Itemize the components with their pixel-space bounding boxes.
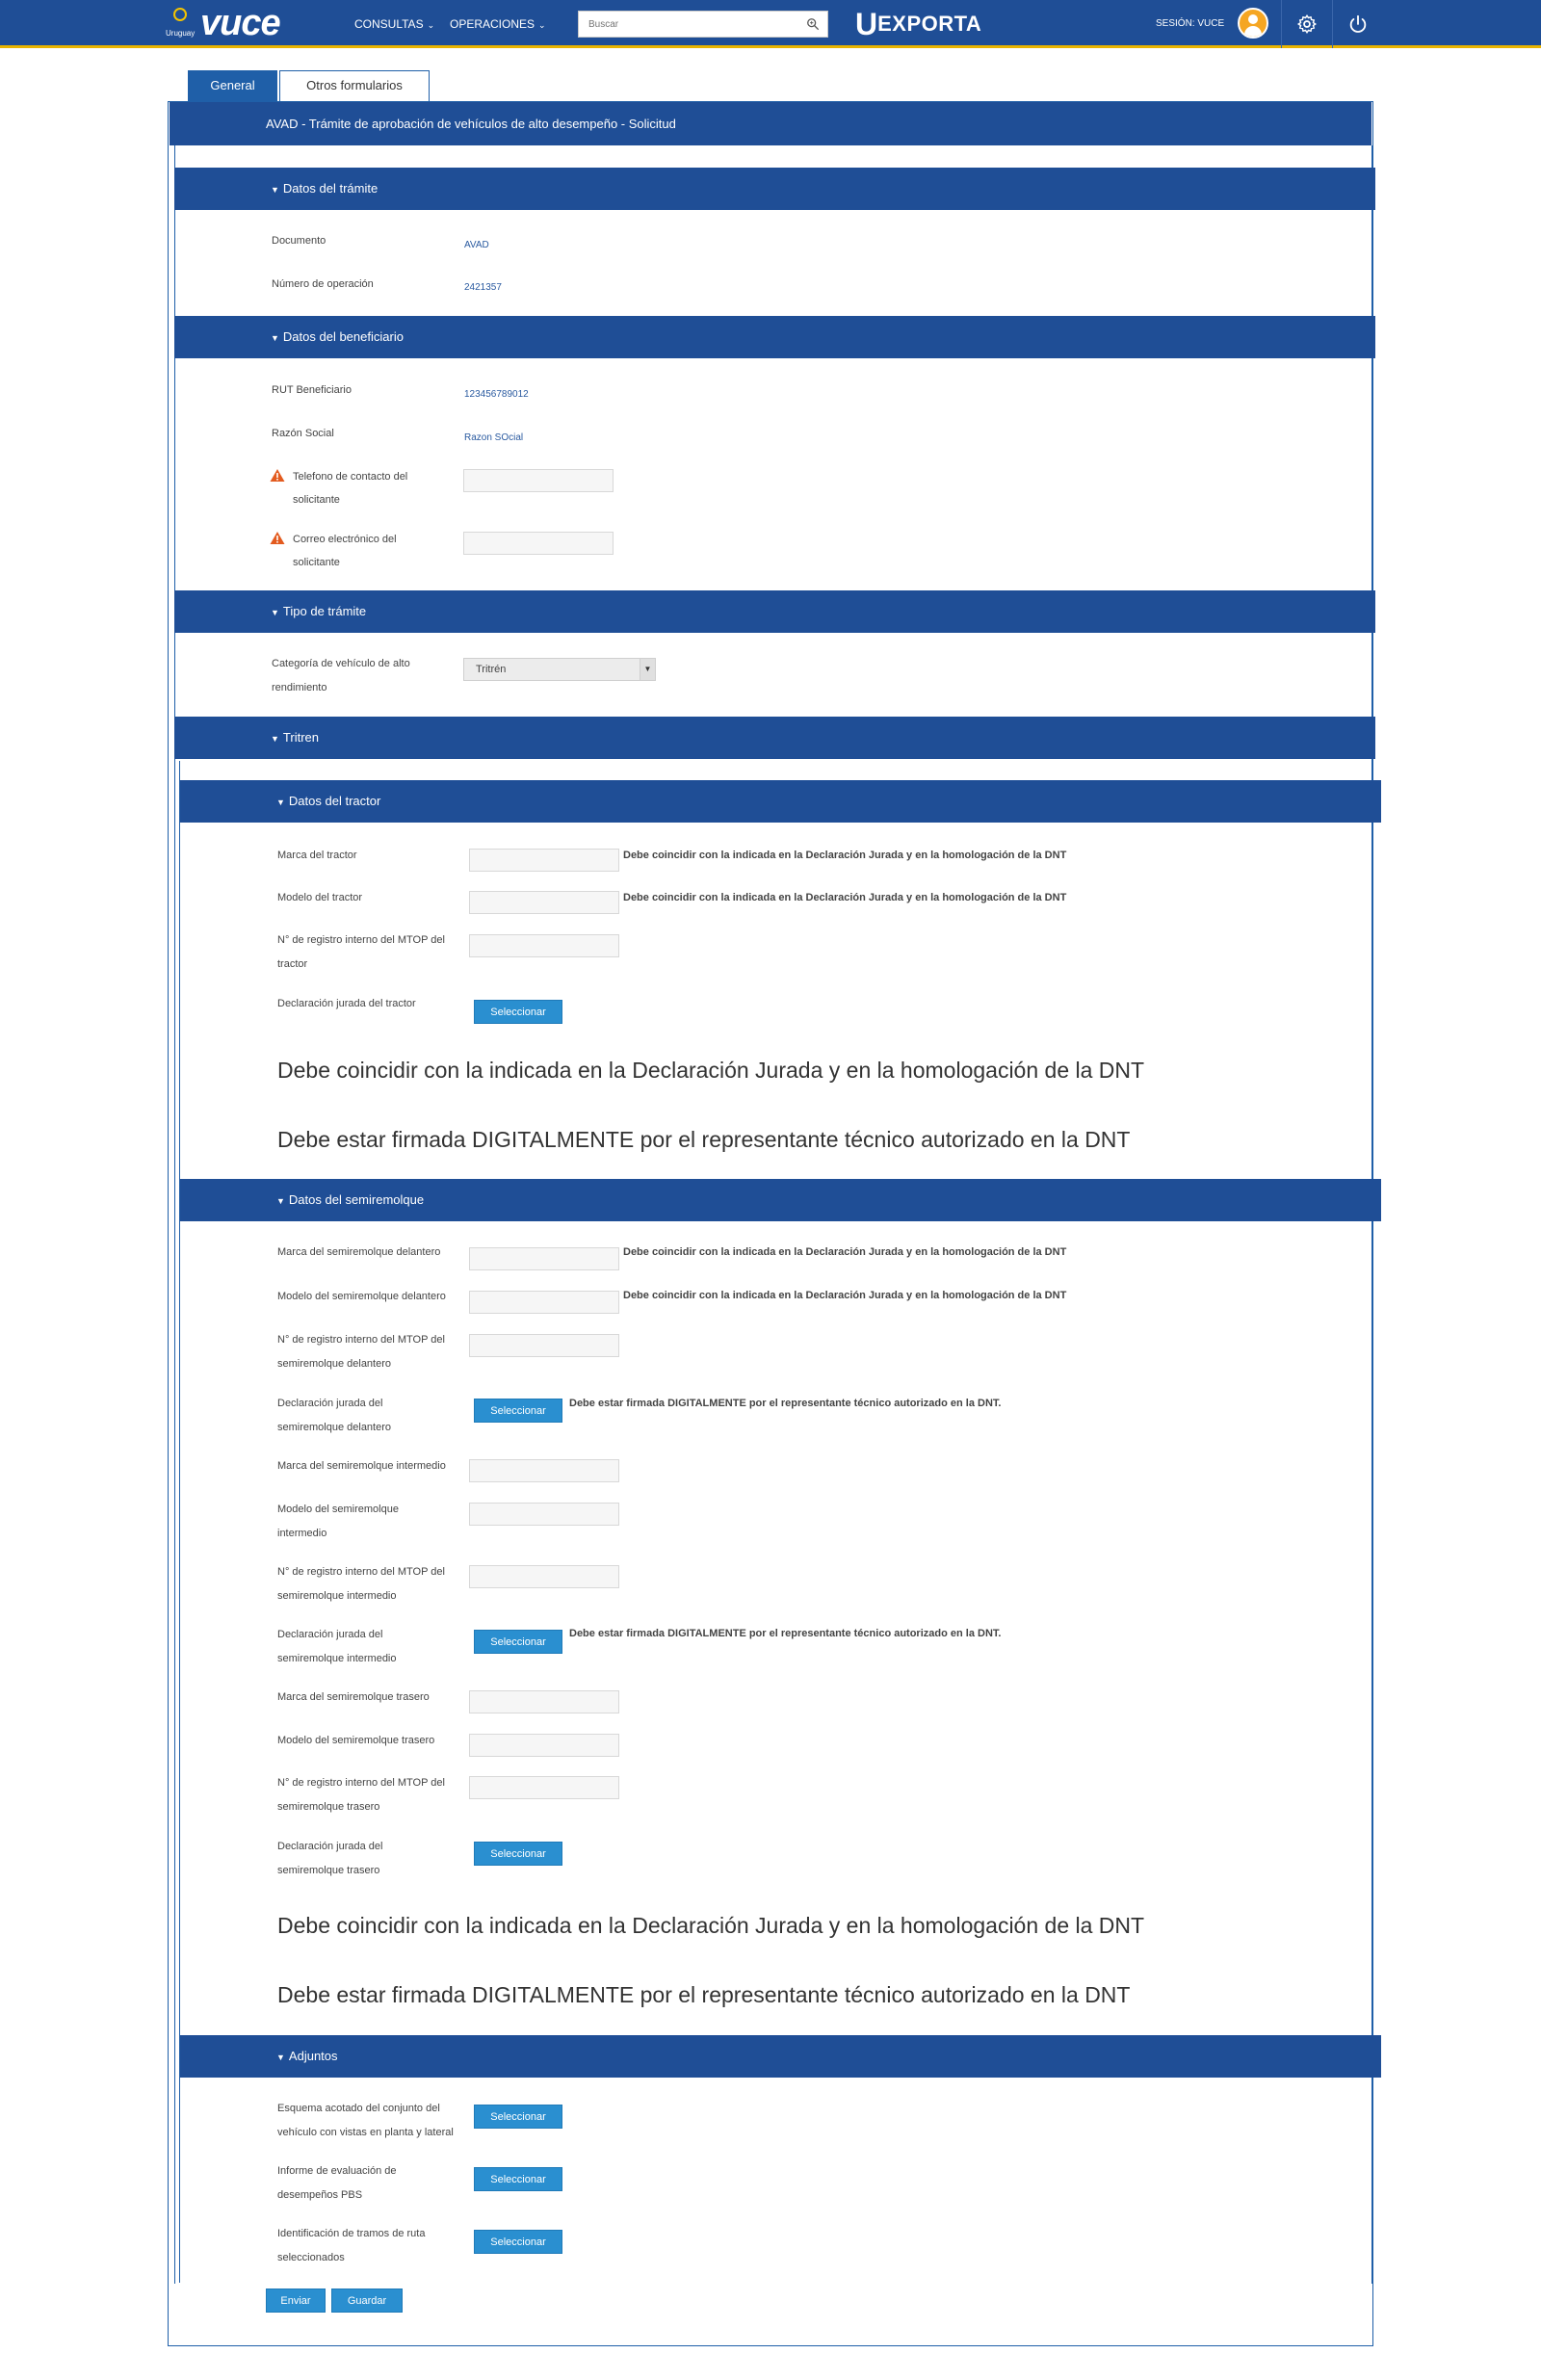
logo-country: Uruguay xyxy=(166,29,196,38)
session-label: SESIÓN: VUCE xyxy=(1156,18,1225,29)
registro-intermedio-label-line2: semiremolque intermedio xyxy=(277,1590,397,1602)
documento-label: Documento xyxy=(272,235,326,247)
tab-otros-formularios[interactable]: Otros formularios xyxy=(279,70,430,101)
marca-tractor-hint: Debe coincidir con la indicada en la Declaración Jurada y en la homologación de la DNT xyxy=(623,850,1067,861)
seleccionar-declaracion-intermedio-button[interactable]: Seleccionar xyxy=(474,1630,562,1654)
settings-button[interactable] xyxy=(1282,0,1332,48)
modelo-trasero-input[interactable] xyxy=(469,1734,619,1757)
caret-down-icon: ▼ xyxy=(276,1196,285,1206)
caret-down-icon: ▼ xyxy=(271,333,279,343)
uexporta-logo-u: U xyxy=(855,7,878,41)
tab-general[interactable]: General xyxy=(188,70,277,101)
declaracion-trasero-label: Declaración jurada del xyxy=(277,1841,383,1852)
marca-delantero-label: Marca del semiremolque delantero xyxy=(277,1246,441,1258)
section-tipo-tramite[interactable] xyxy=(174,590,1375,633)
gear-icon xyxy=(1296,13,1318,35)
razon-social-label: Razón Social xyxy=(272,428,334,439)
search-icon[interactable] xyxy=(806,17,820,31)
marca-trasero-input[interactable] xyxy=(469,1690,619,1713)
section-title: Tritren xyxy=(282,730,319,745)
logo-wordmark: vuce xyxy=(200,3,280,43)
correo-input[interactable] xyxy=(463,532,614,555)
caret-down-icon: ▼ xyxy=(276,2053,285,2062)
registro-intermedio-label: N° de registro interno del MTOP del xyxy=(277,1566,445,1578)
declaracion-intermedio-hint: Debe estar firmada DIGITALMENTE por el representante técnico autorizado en la DNT. xyxy=(569,1628,1002,1639)
modelo-trasero-label: Modelo del semiremolque trasero xyxy=(277,1735,435,1746)
telefono-label: Telefono de contacto del xyxy=(293,471,408,483)
warning-icon xyxy=(270,468,285,483)
seleccionar-declaracion-delantero-button[interactable]: Seleccionar xyxy=(474,1399,562,1423)
nav-operaciones-label: OPERACIONES xyxy=(450,17,535,31)
form-container xyxy=(168,101,1373,2346)
declaracion-delantero-label: Declaración jurada del xyxy=(277,1398,383,1409)
informe-label: Informe de evaluación de xyxy=(277,2165,397,2177)
modelo-delantero-hint: Debe coincidir con la indicada en la Declaración Jurada y en la homologación de la DNT xyxy=(623,1290,1067,1301)
enviar-button[interactable]: Enviar xyxy=(266,2288,326,2313)
caret-down-icon: ▼ xyxy=(276,798,285,807)
nav-consultas[interactable] xyxy=(354,17,434,31)
declaracion-tractor-label: Declaración jurada del tractor xyxy=(277,998,416,1009)
marca-intermedio-input[interactable] xyxy=(469,1459,619,1482)
modelo-tractor-hint: Debe coincidir con la indicada en la Declaración Jurada y en la homologación de la DNT xyxy=(623,892,1067,903)
seleccionar-tramos-button[interactable]: Seleccionar xyxy=(474,2230,562,2254)
rut-label: RUT Beneficiario xyxy=(272,384,352,396)
seleccionar-declaracion-tractor-button[interactable]: Seleccionar xyxy=(474,1000,562,1024)
registro-trasero-input[interactable] xyxy=(469,1776,619,1799)
section-tritren[interactable] xyxy=(174,717,1375,759)
caret-down-icon: ▼ xyxy=(271,185,279,195)
section-adjuntos[interactable] xyxy=(180,2035,1381,2078)
registro-delantero-input[interactable] xyxy=(469,1334,619,1357)
chevron-down-icon: ⌄ xyxy=(427,20,435,30)
marca-tractor-label: Marca del tractor xyxy=(277,850,357,861)
correo-label-line2: solicitante xyxy=(293,557,340,568)
caret-down-icon: ▼ xyxy=(271,734,279,744)
uexporta-logo[interactable] xyxy=(855,8,981,40)
uexporta-logo-text: EXPORTA xyxy=(877,12,982,36)
seleccionar-informe-button[interactable]: Seleccionar xyxy=(474,2167,562,2191)
telefono-input[interactable] xyxy=(463,469,614,492)
documento-value: AVAD xyxy=(464,240,489,250)
numero-operacion-value: 2421357 xyxy=(464,282,502,293)
numero-operacion-label: Número de operación xyxy=(272,278,374,290)
section-title: Adjuntos xyxy=(288,2049,338,2063)
declaracion-trasero-label-line2: semiremolque trasero xyxy=(277,1865,380,1876)
declaracion-delantero-hint: Debe estar firmada DIGITALMENTE por el representante técnico autorizado en la DNT. xyxy=(569,1398,1002,1409)
note-firmada: Debe estar firmada DIGITALMENTE por el representante técnico autorizado en la DNT xyxy=(277,1982,1131,2007)
note-coincidir: Debe coincidir con la indicada en la Declaración Jurada y en la homologación de la DNT xyxy=(277,1058,1145,1083)
section-title: Datos del beneficiario xyxy=(282,329,404,344)
avatar-body xyxy=(1244,26,1262,39)
section-title: Datos del tractor xyxy=(288,794,381,808)
note-firmada: Debe estar firmada DIGITALMENTE por el representante técnico autorizado en la DNT xyxy=(277,1127,1131,1152)
dropdown-arrow-icon: ▼ xyxy=(640,659,655,680)
categoria-label-line2: rendimiento xyxy=(272,682,327,693)
registro-intermedio-input[interactable] xyxy=(469,1565,619,1588)
marca-intermedio-label: Marca del semiremolque intermedio xyxy=(277,1460,446,1472)
chevron-down-icon: ⌄ xyxy=(538,20,546,30)
registro-delantero-label-line2: semiremolque delantero xyxy=(277,1358,392,1370)
nav-operaciones[interactable] xyxy=(450,17,546,31)
avatar-head xyxy=(1248,14,1258,24)
section-title: Tipo de trámite xyxy=(282,604,367,618)
guardar-button[interactable]: Guardar xyxy=(331,2288,403,2313)
logout-button[interactable] xyxy=(1333,0,1383,48)
telefono-label-line2: solicitante xyxy=(293,494,340,506)
section-title: Datos del semiremolque xyxy=(288,1192,425,1207)
section-title: Datos del trámite xyxy=(282,181,379,196)
declaracion-intermedio-label-line2: semiremolque intermedio xyxy=(277,1653,397,1664)
top-navigation-bar xyxy=(0,0,1541,48)
informe-label-line2: desempeños PBS xyxy=(277,2189,363,2201)
section-datos-tramite[interactable] xyxy=(174,168,1375,210)
categoria-select[interactable] xyxy=(463,658,656,681)
section-datos-semiremolque[interactable] xyxy=(180,1179,1381,1221)
registro-tractor-label-line2: tractor xyxy=(277,958,308,970)
nesting-line xyxy=(174,145,175,2284)
search-input[interactable] xyxy=(579,12,791,37)
caret-down-icon: ▼ xyxy=(271,608,279,617)
nav-consultas-label: CONSULTAS xyxy=(354,17,424,31)
tramos-label-line2: seleccionados xyxy=(277,2252,345,2263)
registro-trasero-label: N° de registro interno del MTOP del xyxy=(277,1777,445,1789)
rut-value: 123456789012 xyxy=(464,389,529,400)
modelo-tractor-label: Modelo del tractor xyxy=(277,892,363,903)
warning-icon xyxy=(270,531,285,545)
section-datos-beneficiario[interactable] xyxy=(174,316,1375,358)
modelo-intermedio-label-line2: intermedio xyxy=(277,1528,327,1539)
vuce-logo[interactable] xyxy=(166,2,310,44)
correo-label: Correo electrónico del xyxy=(293,534,397,545)
tramos-label: Identificación de tramos de ruta xyxy=(277,2228,426,2239)
esquema-label: Esquema acotado del conjunto del xyxy=(277,2103,440,2114)
modelo-intermedio-label: Modelo del semiremolque xyxy=(277,1504,399,1515)
modelo-intermedio-input[interactable] xyxy=(469,1503,619,1526)
marca-delantero-hint: Debe coincidir con la indicada en la Declaración Jurada y en la homologación de la DNT xyxy=(623,1246,1067,1258)
declaracion-delantero-label-line2: semiremolque delantero xyxy=(277,1422,392,1433)
razon-social-value: Razon SOcial xyxy=(464,432,524,443)
esquema-label-line2: vehículo con vistas en planta y lateral xyxy=(277,2127,454,2138)
modelo-delantero-input[interactable] xyxy=(469,1291,619,1314)
registro-tractor-input[interactable] xyxy=(469,934,619,957)
registro-tractor-label: N° de registro interno del MTOP del xyxy=(277,934,445,946)
marca-tractor-input[interactable] xyxy=(469,849,619,872)
modelo-delantero-label: Modelo del semiremolque delantero xyxy=(277,1291,446,1302)
form-title: AVAD - Trámite de aprobación de vehículos de alto desempeño - Solicitud xyxy=(170,102,1371,145)
marca-trasero-label: Marca del semiremolque trasero xyxy=(277,1691,430,1703)
registro-trasero-label-line2: semiremolque trasero xyxy=(277,1801,380,1813)
note-coincidir: Debe coincidir con la indicada en la Declaración Jurada y en la homologación de la DNT xyxy=(277,1913,1145,1938)
categoria-label: Categoría de vehículo de alto xyxy=(272,658,410,669)
section-datos-tractor[interactable] xyxy=(180,780,1381,823)
declaracion-intermedio-label: Declaración jurada del xyxy=(277,1629,383,1640)
seleccionar-declaracion-trasero-button[interactable]: Seleccionar xyxy=(474,1842,562,1866)
search-box xyxy=(578,11,828,38)
seleccionar-esquema-button[interactable]: Seleccionar xyxy=(474,2105,562,2129)
sun-emblem-icon xyxy=(173,8,187,21)
power-icon xyxy=(1347,13,1369,35)
modelo-tractor-input[interactable] xyxy=(469,891,619,914)
categoria-selected-value: Tritrén xyxy=(476,664,507,675)
registro-delantero-label: N° de registro interno del MTOP del xyxy=(277,1334,445,1346)
marca-delantero-input[interactable] xyxy=(469,1247,619,1270)
user-avatar-icon[interactable] xyxy=(1238,8,1268,39)
